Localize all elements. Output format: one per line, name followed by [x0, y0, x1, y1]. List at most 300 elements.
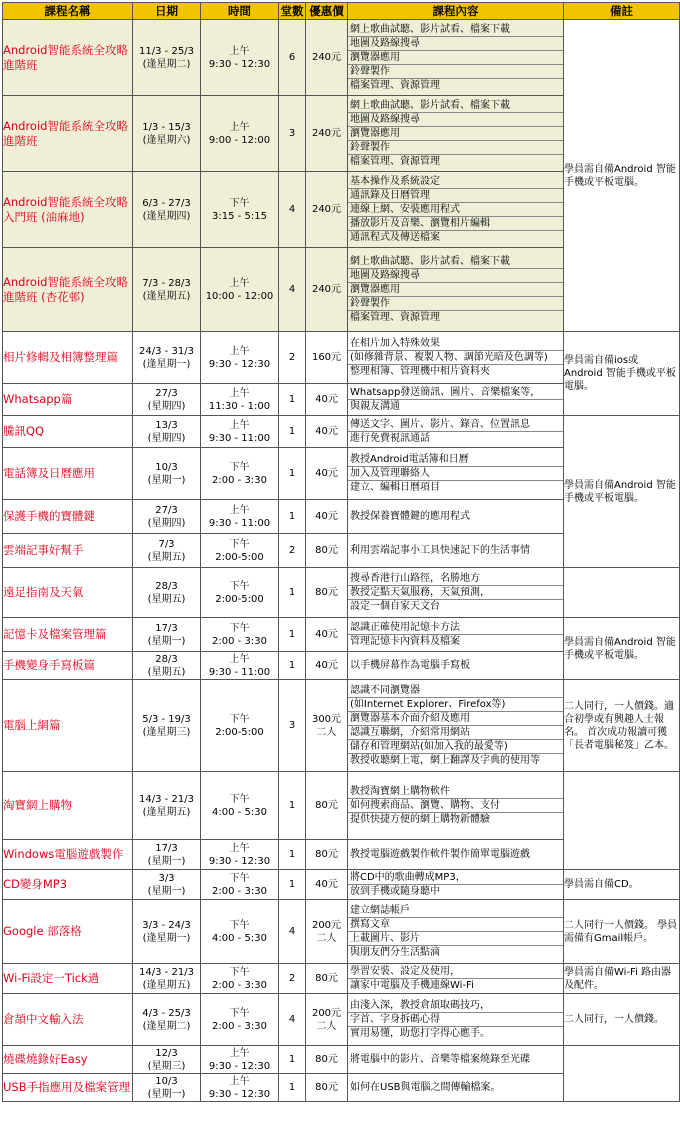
course-date [133, 964, 201, 994]
content-line: 檔案管理、資源管理 [350, 80, 440, 91]
course-price [306, 652, 348, 680]
course-time [201, 900, 279, 964]
course-date [133, 618, 201, 652]
content-line: 建立、編輯日曆項目 [350, 482, 440, 493]
course-sessions: 1 [279, 448, 306, 500]
course-content [348, 900, 564, 964]
course-date-line: 3/3 [158, 872, 175, 884]
content-line: 網上歌曲試聽、影片試看、檔案下載 [348, 255, 563, 269]
content-line: 讓家中電腦及手機連線Wi-Fi [350, 980, 474, 991]
course-price [306, 900, 348, 964]
course-sessions: 1 [279, 772, 306, 840]
course-date-line: 6/3 - 27/3 [142, 197, 191, 209]
header-price: 優惠價 [306, 3, 348, 20]
course-time-line: 2:00-5:00 [215, 726, 264, 738]
course-content [348, 680, 564, 772]
course-remark: 學員需自備Wi-Fi 路由器及配件。 [564, 964, 680, 994]
course-time-line: 下午 [229, 966, 250, 978]
content-line: 整理相簿、管理機中相片資料夾 [350, 366, 490, 377]
course-price-line: 240元 [311, 128, 342, 139]
course-price-line: 80元 [315, 800, 338, 811]
course-date-line: (星期一) [147, 635, 186, 647]
course-price [306, 416, 348, 448]
course-date-line: 4/3 - 25/3 [142, 1007, 191, 1019]
content-line: 鈴聲製作 [348, 141, 563, 155]
course-date-line: 1/3 - 15/3 [142, 121, 191, 133]
content-line: 教授Android電話簿和日曆 [348, 453, 563, 467]
course-name: 相片修輯及相簿整理篇 [3, 332, 133, 384]
table-row [3, 332, 680, 384]
course-time [201, 96, 279, 172]
content-line: 將電腦中的影片、音樂等檔案燒錄至光碟 [350, 1054, 530, 1065]
course-price [306, 448, 348, 500]
course-time-line: 下午 [229, 1007, 250, 1019]
content-line: 設定一個自家天文台 [350, 601, 440, 612]
course-date [133, 994, 201, 1046]
course-name: 電腦上網篇 [3, 680, 133, 772]
course-price [306, 96, 348, 172]
table-row [3, 964, 680, 994]
course-price [306, 994, 348, 1046]
content-line: 網上歌曲試聽、影片試看、檔案下載 [348, 23, 563, 37]
content-line: 通訊錄及日曆管理 [348, 189, 563, 203]
course-content [348, 332, 564, 384]
course-time-line: 上午 [229, 653, 250, 665]
content-line: 進行免費視訊通話 [350, 433, 430, 444]
content-line: 通訊程式及傳送檔案 [350, 232, 440, 243]
content-line: 如何搜索商品、瀏覽、購物、支付 [348, 799, 563, 813]
course-sessions: 3 [279, 680, 306, 772]
course-date-line: (星期一) [147, 474, 186, 486]
course-time [201, 500, 279, 534]
course-time-line: 2:00 - 3:30 [212, 979, 267, 991]
course-date-line: (逢星期五) [142, 979, 191, 991]
course-content [348, 618, 564, 652]
course-name: 遠足指南及天氣 [3, 568, 133, 618]
content-line: 教授保養寶體鍵的應用程式 [350, 511, 470, 522]
course-sessions: 1 [279, 1074, 306, 1102]
course-content [348, 448, 564, 500]
course-date [133, 384, 201, 416]
course-time-line: 下午 [229, 197, 250, 209]
course-date-line: 13/3 [155, 419, 178, 431]
course-date-line: 7/3 - 28/3 [142, 277, 191, 289]
content-line: 如何在USB與電腦之間傳輸檔案。 [350, 1082, 501, 1093]
course-date [133, 500, 201, 534]
course-time-line: 下午 [229, 580, 250, 592]
course-date-line: (逢星期一) [142, 358, 191, 370]
course-remark: 二人同行，一人價錢。 [564, 994, 680, 1046]
course-name: Android智能系統全攻略進階班 [3, 20, 133, 96]
course-name: 保護手機的寶體鍵 [3, 500, 133, 534]
course-sessions: 4 [279, 172, 306, 248]
course-time-line: 10:00 - 12:00 [205, 290, 274, 302]
course-date [133, 680, 201, 772]
course-date [133, 772, 201, 840]
course-price-line: 80元 [315, 1054, 338, 1065]
course-name: Android智能系統全攻略進階班 [3, 96, 133, 172]
table-row [3, 994, 680, 1046]
course-name: Windows電腦遊戲製作 [3, 840, 133, 870]
course-content [348, 500, 564, 534]
course-date-line: 24/3 - 31/3 [139, 345, 194, 357]
course-time-line: 下午 [229, 622, 250, 634]
course-date-line: 14/3 - 21/3 [139, 966, 194, 978]
content-line: (如Internet Explorer、Firefox等) [348, 698, 563, 712]
content-line: 管理記憶卡內資料及檔案 [350, 636, 460, 647]
course-date [133, 332, 201, 384]
course-time-line: 下午 [229, 538, 250, 550]
course-name: 燒碟燒錄好Easy [3, 1046, 133, 1074]
course-remark: 二人同行，一人價錢。適合初學或有興趣人士報名。 首次成功報讀可獲「長者電腦秘笈」乙本。 [564, 680, 680, 772]
course-price [306, 1046, 348, 1074]
course-time [201, 448, 279, 500]
course-remark: 學員需自備CD。 [564, 870, 680, 900]
course-remark: 學員需自備Android 智能手機或平板電腦。 [564, 416, 680, 568]
course-price-line: 40元 [315, 879, 338, 890]
course-sessions: 1 [279, 618, 306, 652]
table-row [3, 618, 680, 652]
course-date [133, 1074, 201, 1102]
course-name: Wi-Fi設定一Tick過 [3, 964, 133, 994]
course-time-line: 上午 [229, 504, 250, 516]
course-content [348, 416, 564, 448]
header-sessions: 堂數 [280, 4, 304, 18]
content-line: 瀏覽器應用 [348, 51, 563, 65]
course-time-line: 下午 [229, 919, 250, 931]
course-date-line: (星期三) [147, 1060, 186, 1072]
course-price-line: 80元 [315, 973, 338, 984]
course-sessions: 1 [279, 870, 306, 900]
course-date-line: (逢星期四) [142, 210, 191, 222]
course-date-line: (逢星期六) [142, 134, 191, 146]
course-time-line: 9:30 - 12:30 [208, 358, 271, 370]
course-content [348, 172, 564, 248]
course-date-line: (星期五) [147, 551, 186, 563]
content-line: Whatsapp發送簡訊、圖片、音樂檔案等， [348, 386, 563, 400]
course-time-line: 上午 [229, 345, 250, 357]
course-date-line: 12/3 [155, 1047, 178, 1059]
content-line: 在相片加入特殊效果 [348, 337, 563, 351]
content-line: 儲存和管理網站(如加入我的最愛等) [348, 740, 563, 754]
course-time-line: 9:30 - 12:30 [208, 855, 271, 867]
course-date [133, 652, 201, 680]
course-content [348, 248, 564, 332]
course-time-line: 11:30 - 1:00 [208, 400, 271, 412]
course-time-line: 下午 [229, 461, 250, 473]
course-name: 記憶卡及檔案管理篇 [3, 618, 133, 652]
course-content [348, 870, 564, 900]
course-price-line: 160元 [311, 352, 342, 363]
course-remark: 學員需自備Android 智能手機或平板電腦。 [564, 20, 680, 332]
content-line: 傳送文字、圖片、影片、錄音、位置訊息 [348, 418, 563, 432]
course-date [133, 534, 201, 568]
course-time [201, 1046, 279, 1074]
course-content [348, 964, 564, 994]
course-price-line: 40元 [315, 660, 338, 671]
course-date-line: (星期四) [147, 400, 186, 412]
course-date-line: (星期一) [147, 855, 186, 867]
course-time-line: 2:00-5:00 [215, 551, 264, 563]
course-time [201, 332, 279, 384]
course-time-line: 9:30 - 12:30 [208, 58, 271, 70]
content-line: 利用雲端記事小工具快速記下的生活事情 [350, 545, 530, 556]
content-line: 以手機屏幕作為電腦手寫板 [350, 660, 470, 671]
course-content [348, 384, 564, 416]
course-date-line: 14/3 - 21/3 [139, 793, 194, 805]
course-date-line: 11/3 - 25/3 [139, 45, 194, 57]
course-price-line: 二人 [316, 932, 337, 944]
course-date [133, 20, 201, 96]
content-line: 地圖及路線搜尋 [348, 269, 563, 283]
course-price-line: 300元 [311, 713, 342, 725]
content-line: 與朋友們分生活點滴 [350, 947, 440, 958]
course-content [348, 96, 564, 172]
course-date-line: (逢星期二) [142, 58, 191, 70]
course-time-line: 9:30 - 11:00 [208, 666, 271, 678]
course-date-line: 17/3 [155, 622, 178, 634]
course-time-line: 上午 [229, 45, 250, 57]
content-line: 基本操作及系統設定 [348, 175, 563, 189]
content-line: 瀏覽器應用 [348, 283, 563, 297]
course-sessions: 1 [279, 416, 306, 448]
course-time-line: 下午 [229, 793, 250, 805]
course-name: Android智能系統全攻略入門班 (油麻地) [3, 172, 133, 248]
course-date-line: (星期五) [147, 593, 186, 605]
course-date-line: (逢星期五) [142, 290, 191, 302]
course-sessions: 6 [279, 20, 306, 96]
course-content [348, 1046, 564, 1074]
content-line: 地圖及路線搜尋 [348, 113, 563, 127]
course-time-line: 9:00 - 12:00 [208, 134, 271, 146]
course-date-line: (星期四) [147, 517, 186, 529]
course-time [201, 172, 279, 248]
course-date [133, 840, 201, 870]
course-price [306, 840, 348, 870]
course-time-line: 3:15 - 5:15 [212, 210, 267, 222]
course-time-line: 2:00 - 3:30 [212, 885, 267, 897]
course-schedule-table [2, 2, 680, 1102]
course-price-line: 80元 [315, 1082, 338, 1093]
course-content [348, 568, 564, 618]
course-time-line: 9:30 - 12:30 [208, 1060, 271, 1072]
course-date-line: (逢星期五) [142, 806, 191, 818]
content-line: 瀏覽器應用 [348, 127, 563, 141]
course-price-line: 80元 [315, 545, 338, 556]
course-price [306, 534, 348, 568]
course-date-line: 10/3 [155, 1075, 178, 1087]
course-sessions: 2 [279, 964, 306, 994]
course-time [201, 618, 279, 652]
course-time-line: 上午 [229, 1075, 250, 1087]
course-time-line: 下午 [229, 872, 250, 884]
content-line: 由淺入深，教授倉頡取碼技巧， [348, 999, 563, 1013]
course-price [306, 332, 348, 384]
course-time-line: 2:00-5:00 [215, 593, 264, 605]
course-sessions: 4 [279, 248, 306, 332]
course-price-line: 240元 [311, 52, 342, 63]
course-time-line: 上午 [229, 1047, 250, 1059]
table-row [3, 416, 680, 448]
content-line: 將CD中的歌曲轉成MP3， [348, 871, 563, 885]
course-content [348, 994, 564, 1046]
course-price-line: 二人 [316, 726, 337, 738]
course-time-line: 上午 [229, 121, 250, 133]
course-time [201, 964, 279, 994]
course-content [348, 1074, 564, 1102]
table-row [3, 900, 680, 964]
content-line: 鈴聲製作 [348, 297, 563, 311]
course-price-line: 40元 [315, 511, 338, 522]
course-date-line: (星期四) [147, 432, 186, 444]
course-price [306, 680, 348, 772]
course-price-line: 200元 [311, 1007, 342, 1019]
content-line: 與親友溝通 [350, 401, 400, 412]
content-line: (如修雜背景、複製人物、調節光暗及色調等) [348, 351, 563, 365]
course-price [306, 870, 348, 900]
table-row [3, 772, 680, 840]
course-price [306, 1074, 348, 1102]
content-line: 提供快捷方便的網上購物新體驗 [350, 814, 490, 825]
course-remark [564, 772, 680, 870]
table-row [3, 1046, 680, 1074]
course-sessions: 1 [279, 1046, 306, 1074]
course-sessions: 1 [279, 652, 306, 680]
content-line: 建立網誌帳戶 [348, 904, 563, 918]
course-time [201, 840, 279, 870]
course-name: 電話簿及日曆應用 [3, 448, 133, 500]
course-time [201, 568, 279, 618]
content-line: 教授定點天氣服務，天氣預測， [348, 586, 563, 600]
course-date-line: 10/3 [155, 461, 178, 473]
course-time [201, 248, 279, 332]
header-course-name: 課程名稱 [3, 3, 133, 20]
course-sessions: 2 [279, 534, 306, 568]
header-date: 日期 [133, 3, 201, 20]
table-row [3, 870, 680, 900]
course-price-line: 80元 [315, 849, 338, 860]
course-price-line: 40元 [315, 426, 338, 437]
content-line: 認識正確使用記憶卡方法 [348, 621, 563, 635]
course-time [201, 416, 279, 448]
course-date-line: (星期一) [147, 885, 186, 897]
course-date-line: 27/3 [155, 504, 178, 516]
course-date [133, 416, 201, 448]
course-remark: 二人同行一人價錢。 學員需備有Gmail帳戶。 [564, 900, 680, 964]
course-sessions: 2 [279, 332, 306, 384]
course-date-line: (星期一) [147, 1088, 186, 1100]
course-time [201, 652, 279, 680]
course-price [306, 964, 348, 994]
course-time [201, 20, 279, 96]
course-date-line: 5/3 - 19/3 [142, 713, 191, 725]
course-date-line: 7/3 [158, 538, 175, 550]
course-name: Google 部落格 [3, 900, 133, 964]
table-header [3, 3, 680, 20]
content-line: 瀏覽器基本介面介紹及應用 [348, 712, 563, 726]
content-line: 上載圖片、影片 [348, 932, 563, 946]
content-line: 撰寫文章 [348, 918, 563, 932]
course-time [201, 772, 279, 840]
course-name: Android智能系統全攻略進階班 (杏花邨) [3, 248, 133, 332]
course-time-line: 下午 [229, 713, 250, 725]
course-date [133, 172, 201, 248]
course-time [201, 994, 279, 1046]
course-name: USB手指應用及檔案管理 [3, 1074, 133, 1102]
table-row [3, 20, 680, 96]
course-date [133, 1046, 201, 1074]
course-remark: 學員需自備ios或 Android 智能手機或平板電腦。 [564, 332, 680, 416]
course-time-line: 2:00 - 3:30 [212, 635, 267, 647]
course-name: 手機變身手寫板篇 [3, 652, 133, 680]
course-time-line: 9:30 - 11:00 [208, 517, 271, 529]
course-time-line: 上午 [229, 277, 250, 289]
course-price [306, 500, 348, 534]
course-date [133, 448, 201, 500]
course-price-line: 40元 [315, 629, 338, 640]
course-price [306, 172, 348, 248]
header-content: 課程內容 [348, 3, 564, 20]
course-name: 騰訊QQ [3, 416, 133, 448]
course-time-line: 上午 [229, 387, 250, 399]
course-remark: 學員需自備Android 智能手機或平板電腦。 [564, 618, 680, 680]
course-date-line: (逢星期一) [142, 932, 191, 944]
course-price-line: 240元 [311, 204, 342, 215]
course-time [201, 384, 279, 416]
course-price-line: 40元 [315, 468, 338, 479]
course-date-line: 3/3 - 24/3 [142, 919, 191, 931]
course-sessions: 4 [279, 994, 306, 1046]
course-date [133, 568, 201, 618]
course-price-line: 80元 [315, 587, 338, 598]
course-content [348, 652, 564, 680]
content-line: 學習安裝、設定及使用， [348, 965, 563, 979]
course-time [201, 870, 279, 900]
table-body [3, 20, 680, 1102]
course-date [133, 248, 201, 332]
course-price-line: 40元 [315, 394, 338, 405]
course-time-line: 上午 [229, 842, 250, 854]
course-sessions: 1 [279, 384, 306, 416]
course-content [348, 840, 564, 870]
content-line: 網上歌曲試聽、影片試看、檔案下載 [348, 99, 563, 113]
course-date-line: (逢星期三) [142, 726, 191, 738]
course-price [306, 618, 348, 652]
content-line: 連線上網、安裝應用程式 [348, 203, 563, 217]
content-line: 播放影片及音樂、瀏覽相片編輯 [348, 217, 563, 231]
course-remark [564, 1046, 680, 1102]
course-name: 淘寶網上購物 [3, 772, 133, 840]
course-name: Whatsapp篇 [3, 384, 133, 416]
course-price [306, 772, 348, 840]
content-line: 檔案管理、資源管理 [350, 312, 440, 323]
course-date [133, 870, 201, 900]
course-price [306, 384, 348, 416]
course-time-line: 上午 [229, 419, 250, 431]
course-sessions: 3 [279, 96, 306, 172]
header-remarks: 備註 [564, 3, 680, 20]
course-date-line: 17/3 [155, 842, 178, 854]
course-time-line: 2:00 - 3:30 [212, 1020, 267, 1032]
content-line: 實用易懂，助您打字得心應手。 [350, 1028, 490, 1039]
course-content [348, 20, 564, 96]
course-time-line: 9:30 - 12:30 [208, 1088, 271, 1100]
course-name: CD變身MP3 [3, 870, 133, 900]
content-line: 字首、字身拆碼心得 [348, 1013, 563, 1027]
content-line: 鈴聲製作 [348, 65, 563, 79]
course-time-line: 2:00 - 3:30 [212, 474, 267, 486]
course-time-line: 4:00 - 5:30 [212, 806, 267, 818]
